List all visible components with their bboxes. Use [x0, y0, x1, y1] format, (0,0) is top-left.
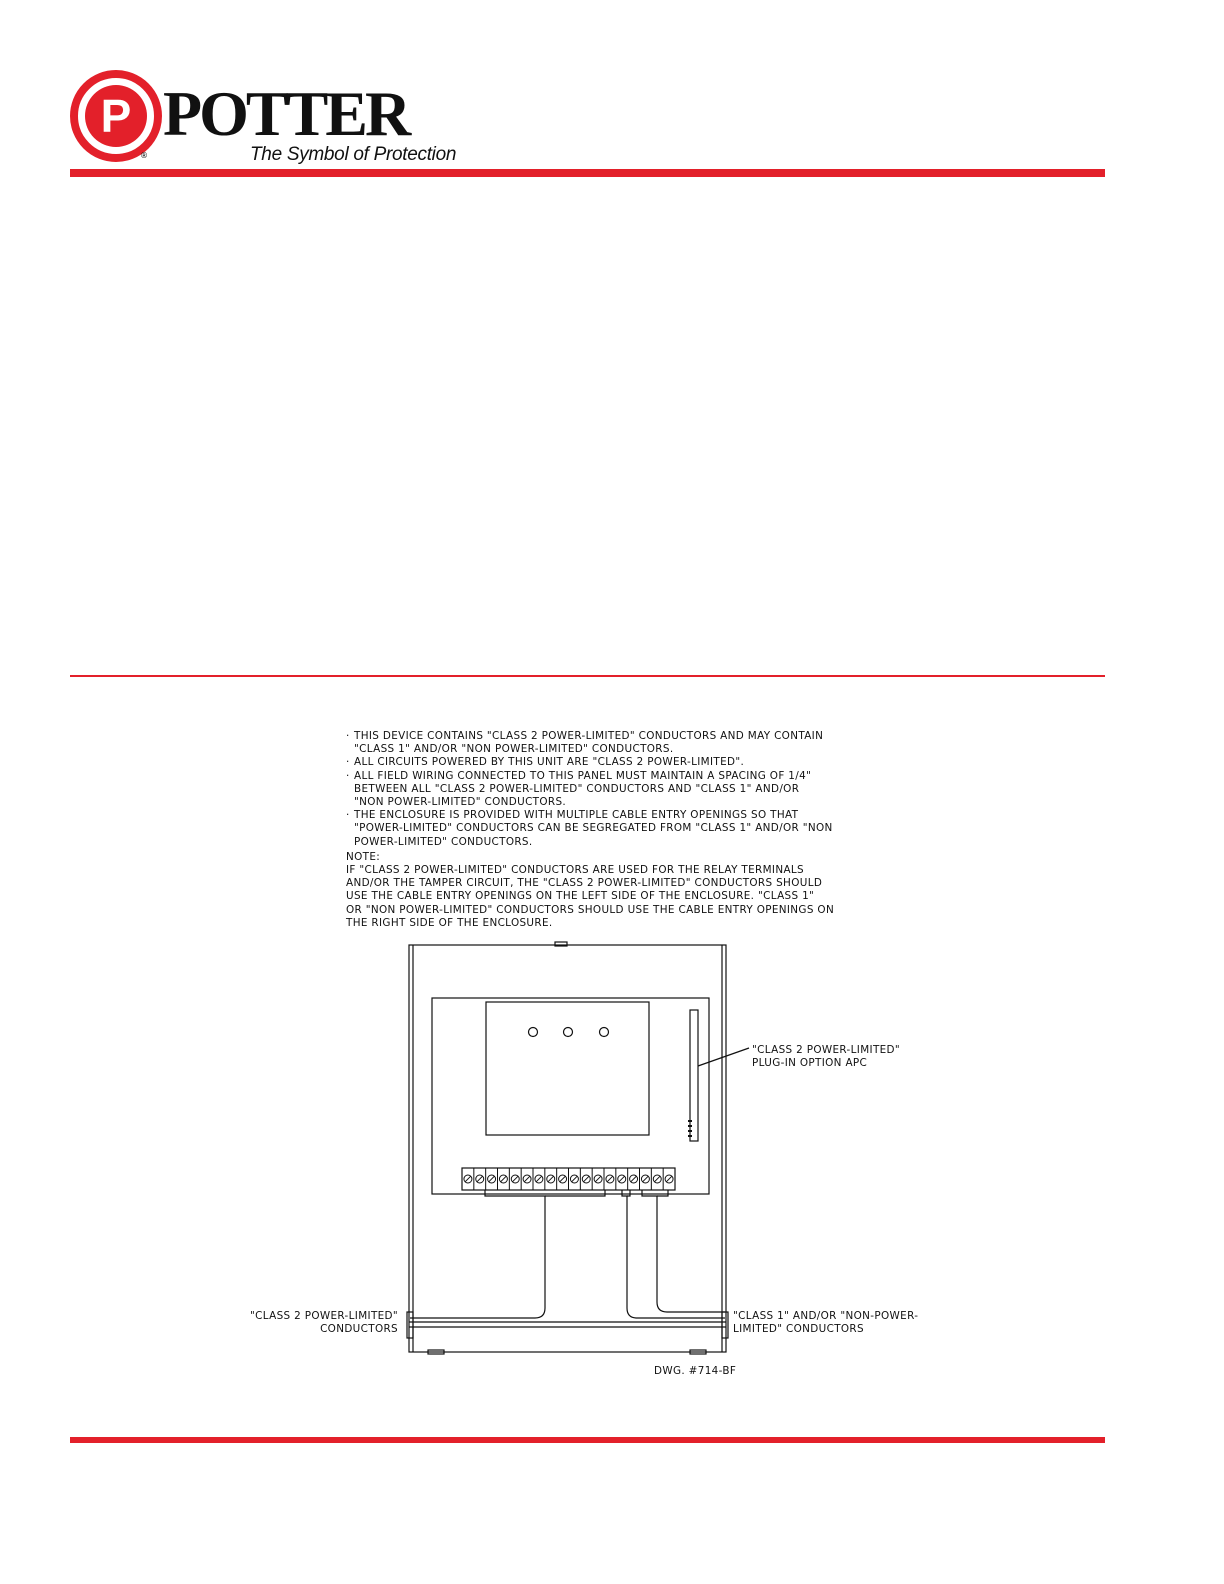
note-heading: NOTE: [346, 850, 381, 863]
note-text-line: THE RIGHT SIDE OF THE ENCLOSURE. [346, 916, 553, 929]
note-text-line: OR "NON POWER-LIMITED" CONDUCTORS SHOULD USE THE CABLE ENTRY OPENINGS ON [346, 903, 835, 916]
screw-slot [477, 1176, 483, 1182]
note-line: BETWEEN ALL "CLASS 2 POWER-LIMITED" CONDUCTORS AND "CLASS 1" AND/OR [354, 782, 800, 795]
registered-mark: ® [140, 151, 148, 160]
top-knockout [555, 942, 567, 946]
label-line: "CLASS 2 POWER-LIMITED" [250, 1310, 399, 1322]
enclosure-outline [409, 945, 726, 1352]
note-line: ALL FIELD WIRING CONNECTED TO THIS PANEL MUST MAINTAIN A SPACING OF 1/4" [354, 769, 812, 782]
screw-slot [465, 1176, 471, 1182]
note-line: POWER-LIMITED" CONDUCTORS. [354, 835, 533, 848]
right-cable-opening [722, 1312, 728, 1338]
bullet-icon: · [346, 769, 350, 782]
screw-slot [560, 1176, 566, 1182]
class1-wire-b [642, 1190, 725, 1312]
bullet-icon: · [346, 756, 350, 769]
note-text-line: IF "CLASS 2 POWER-LIMITED" CONDUCTORS ARE USED FOR THE RELAY TERMINALS [346, 864, 805, 877]
right-conductor-label [733, 1310, 918, 1337]
led-indicator-icon [564, 1028, 573, 1037]
class1-wire-a [622, 1190, 725, 1318]
bullet-icon: · [346, 809, 350, 822]
class2-wire [410, 1190, 545, 1318]
tagline: The Symbol of Protection [250, 144, 457, 165]
screw-slot [666, 1176, 672, 1182]
note-line: THIS DEVICE CONTAINS "CLASS 2 POWER-LIMITED" CONDUCTORS AND MAY CONTAIN [354, 730, 824, 742]
note-text-line: AND/OR THE TAMPER CIRCUIT, THE "CLASS 2 POWER-LIMITED" CONDUCTORS SHOULD [346, 877, 823, 890]
label-line: "CLASS 2 POWER-LIMITED" [752, 1044, 901, 1056]
note-line: THE ENCLOSURE IS PROVIDED WITH MULTIPLE CABLE ENTRY OPENINGS SO THAT [354, 809, 799, 822]
plugin-option-label [752, 1044, 900, 1071]
label-line: PLUG-IN OPTION APC [752, 1057, 868, 1070]
label-line: CONDUCTORS [320, 1323, 398, 1336]
screw-slot [548, 1176, 554, 1182]
note-line: "NON POWER-LIMITED" CONDUCTORS. [354, 796, 567, 809]
module-cover [486, 1002, 649, 1135]
screw-slot [501, 1176, 507, 1182]
screw-slot [489, 1176, 495, 1182]
logo-letter: P [100, 90, 132, 142]
circuit-board [432, 998, 709, 1194]
drawing-number: DWG. #714-BF [654, 1365, 737, 1377]
screw-slot [607, 1176, 613, 1182]
led-indicator-icon [529, 1028, 538, 1037]
left-conductor-label [250, 1310, 398, 1337]
class2-wire-right [545, 1190, 605, 1196]
screw-slot [619, 1176, 625, 1182]
note-line: ALL CIRCUITS POWERED BY THIS UNIT ARE "CLASS 2 POWER-LIMITED". [354, 756, 745, 769]
screw-slot [512, 1176, 518, 1182]
screw-slot [631, 1176, 637, 1182]
screw-slot [643, 1176, 649, 1182]
screw-slot [536, 1176, 542, 1182]
screw-slot [583, 1176, 589, 1182]
screw-slot [572, 1176, 578, 1182]
screw-slot [595, 1176, 601, 1182]
terminal-screws [464, 1168, 673, 1190]
brand-name: POTTER [163, 78, 409, 149]
label-line: LIMITED" CONDUCTORS [733, 1323, 864, 1336]
screw-slot [654, 1176, 660, 1182]
bullet-icon: · [346, 730, 350, 742]
left-cable-opening [407, 1312, 413, 1338]
label-line: "CLASS 1" AND/OR "NON-POWER- [733, 1310, 919, 1322]
note-line: "CLASS 1" AND/OR "NON POWER-LIMITED" CONDUCTORS. [354, 743, 674, 756]
screw-slot [524, 1176, 530, 1182]
led-indicator-icon [600, 1028, 609, 1037]
note-text-line: USE THE CABLE ENTRY OPENINGS ON THE LEFT SIDE OF THE ENCLOSURE. "CLASS 1" [346, 890, 815, 903]
note-line: "POWER-LIMITED" CONDUCTORS CAN BE SEGREGATED FROM "CLASS 1" AND/OR "NON [354, 822, 833, 835]
